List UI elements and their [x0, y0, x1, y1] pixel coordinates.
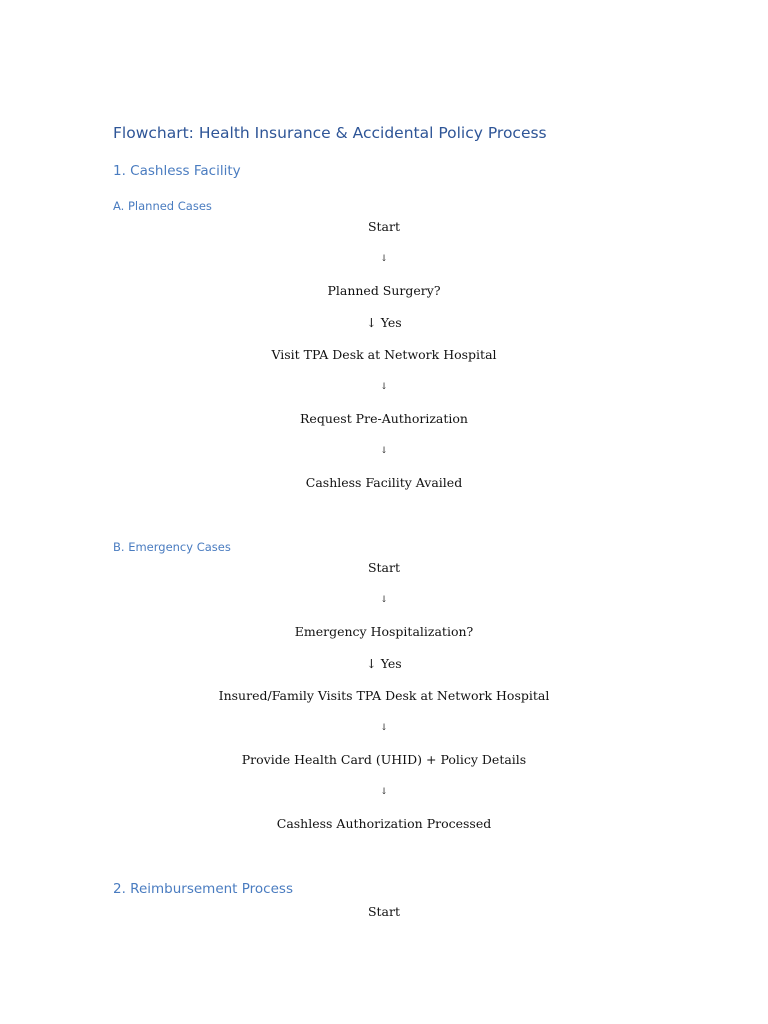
flow-step-start: Start: [367, 219, 401, 234]
flow-step-end: Cashless Authorization Processed: [276, 816, 492, 831]
flow-decision: Planned Surgery?: [327, 283, 441, 298]
subsection-heading-planned-cases: A. Planned Cases: [113, 199, 212, 213]
subsection-heading-emergency-cases: B. Emergency Cases: [113, 540, 231, 554]
flow-step: Request Pre-Authorization: [300, 411, 468, 426]
flow-decision: Emergency Hospitalization?: [294, 624, 474, 639]
flow-step: Visit TPA Desk at Network Hospital: [271, 347, 497, 362]
flow-step-end: Cashless Facility Availed: [305, 475, 463, 490]
flow-arrow: ↓: [380, 723, 388, 733]
flow-step-start: Start: [367, 904, 401, 919]
section-heading-cashless-facility: 1. Cashless Facility: [113, 163, 241, 179]
document-title: Flowchart: Health Insurance & Accidental Policy Process: [113, 124, 547, 142]
flow-arrow: ↓: [380, 254, 388, 264]
flow-arrow: ↓: [380, 382, 388, 392]
section-heading-reimbursement-process: 2. Reimbursement Process: [113, 881, 293, 897]
flow-step-start: Start: [367, 560, 401, 575]
flow-arrow: ↓: [380, 446, 388, 456]
flow-arrow-yes: ↓ Yes: [366, 656, 402, 671]
flow-arrow: ↓: [380, 787, 388, 797]
flow-arrow: ↓: [380, 595, 388, 605]
flow-step: Insured/Family Visits TPA Desk at Network Hospital: [218, 688, 550, 703]
flow-arrow-yes: ↓ Yes: [366, 315, 402, 330]
flow-step: Provide Health Card (UHID) + Policy Details: [241, 752, 527, 767]
